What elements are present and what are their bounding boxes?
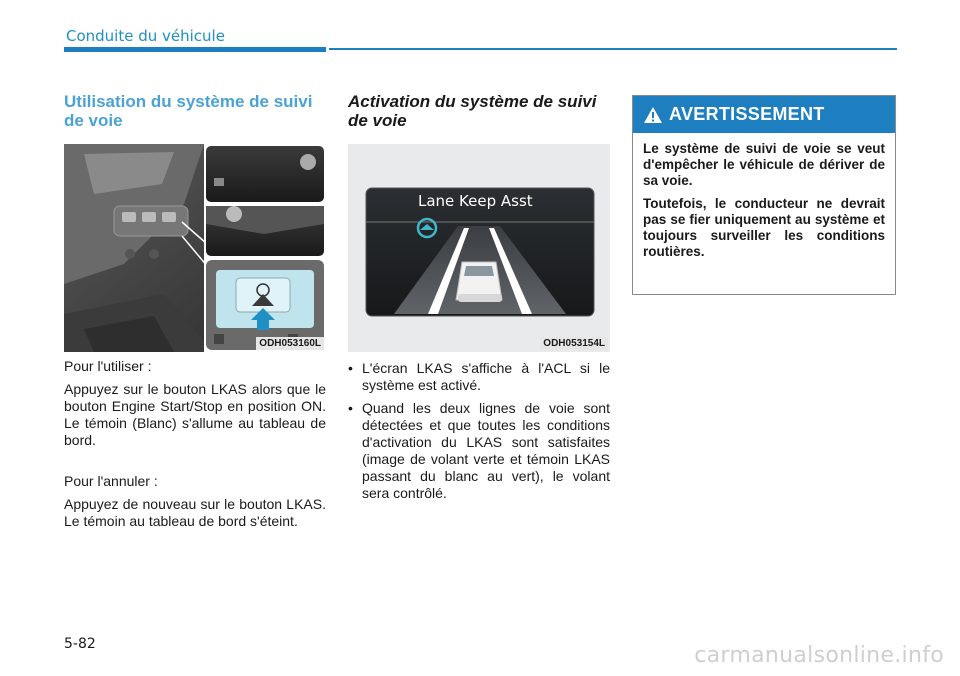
watermark: carmanualsonline.info	[694, 643, 944, 668]
use-text: Appuyez sur le bouton LKAS alors que le bouton Engine Start/Stop en position ON. Le témoin (Blanc) s'allume au tableau de bord.	[64, 381, 326, 448]
heading-lkas-activation: Activation du système de suivi de voie	[348, 92, 597, 130]
cluster-display-illustration	[348, 144, 610, 352]
left-column	[64, 92, 326, 530]
warning-triangle-icon	[643, 106, 663, 124]
warning-box	[632, 95, 896, 295]
bullet-text: L'écran LKAS s'affiche à l'ACL si le système est activé.	[362, 360, 610, 393]
list-item	[348, 360, 610, 394]
middle-column	[348, 92, 610, 508]
header-accent-bar	[64, 47, 326, 52]
header-rule	[329, 48, 897, 50]
page-number: 5-82	[64, 636, 96, 652]
heading-lkas-usage: Utilisation du système de suivi de voie	[64, 92, 313, 130]
warning-body	[633, 133, 895, 260]
warning-paragraph: Le système de suivi de voie se veut d'empêcher le véhicule de dériver de sa voie.	[643, 141, 885, 188]
section-header-title: Conduite du véhicule	[66, 27, 225, 45]
list-item	[348, 400, 610, 502]
bullet-text: Quand les deux lignes de voie sont détectées et que toutes les conditions d'activation du LKAS sont satisfaites (image de volant verte et témoin LKAS passant du blanc au vert), le volant sera contrôlé.	[362, 400, 610, 501]
warning-paragraph: Toutefois, le conducteur ne devrait pas se fier uniquement au système et toujours surveiller les conditions routières.	[643, 196, 885, 259]
lkas-button-illustration	[64, 144, 326, 352]
figure-cluster-display	[348, 144, 610, 352]
bullet-symbol: •	[348, 360, 353, 376]
cluster-display-label: Lane Keep Asst	[418, 192, 533, 210]
cancel-label: Pour l'annuler :	[64, 473, 158, 489]
bullet-symbol: •	[348, 400, 353, 416]
figure-code: ODH053160L	[256, 337, 324, 350]
warning-title: AVERTISSEMENT	[669, 104, 825, 124]
figure-code: ODH053154L	[540, 337, 608, 350]
warning-header	[633, 96, 895, 133]
activation-bullets	[348, 360, 610, 502]
cancel-text: Appuyez de nouveau sur le bouton LKAS. Le témoin au tableau de bord s'éteint.	[64, 496, 326, 529]
use-label: Pour l'utiliser :	[64, 358, 152, 374]
figure-lkas-button	[64, 144, 326, 352]
